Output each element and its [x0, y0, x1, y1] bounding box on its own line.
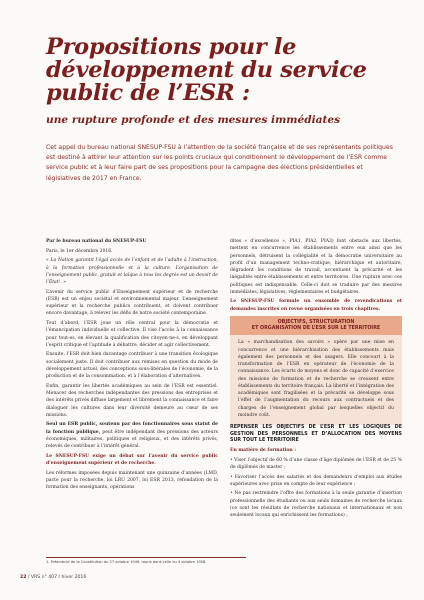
box-text: La « marchandisation des savoirs » opère par une mise en concurrence et une hiérarchisation des établissements mais également des personnels et des usagers. Elle concourt à la transformation de l’ESR en opérateur de l’économie de la connaissance. Les écarts de moyens et donc de capacité d’exercice des missions de formation et de recherche se creusent entre établissements du territoire français. La liberté et l’intégration des académiques sont fragilisées et la précarité se développe sous l’effet de l’augmentation du recours aux contractuels et des charges de l’enseignement global par lesquelles objectif du moindre coût. — [238, 340, 394, 418]
box-header — [230, 316, 402, 335]
page-title: Propositions pour le développement du service public de l’ESR : — [46, 34, 367, 106]
body-paragraph: L’avenir du service public d’Enseignement supérieur et de recherche (ESR) est un enjeu sociétal et environnemental majeur. L’enseignement supérieur et la recherche publics contribuent, et doivent contribuer encore davantage, à relever les défis de notre société contemporaine. — [46, 289, 218, 317]
footnote: 1. Préambule de la Constitution du 27 octobre 1946, repris dans celle du 4 octobre 1958. — [46, 557, 246, 565]
author-line: Par le bureau national du SNESUP-FSU — [46, 239, 147, 244]
section-heading: REPENSER LES OBJECTIFS DE L’ESR ET LES LOGIQUES DE GESTION DES PERSONNELS ET D’ALLOCATION DES MOYENS SUR TOUT LE TERRITOIRE — [230, 425, 402, 444]
demand-paragraph: Le SNESUP-FSU formule un ensemble de revendications et demandes inscrites en revue organisées en trois chapitres. — [230, 299, 402, 312]
bold-phrase: Seul un ESR public, soutenu par des fonctionnaires sous statut de la fonction publique, — [46, 422, 218, 435]
intro-paragraph: Cet appel du bureau national SNESUP-FSU à l’attention de la société française et de ses représentants politiques est destiné à attirer leur attention sur les points cruciaux qui conditionnent le développement de l’ESR comme service public et à leur faire part de ses propositions pour la campagne des élections présidentielles et législatives de 2017 en France. — [46, 144, 393, 182]
body-paragraph — [46, 421, 218, 450]
issue-label: / VRS n° 407 / hiver 2016 — [27, 575, 87, 580]
body-paragraph: Tout d’abord, l’ESR joue un rôle central pour la démocratie et l’émancipation individuelle et collective. Il vise l’accès à la connaissance pour tout-es, en élevant la qualification des citoyen-ne-s, en développant l’esprit critique et l’aptitude à débattre, décider et agir collectivement. — [46, 321, 218, 348]
bullet-item: • Favoriser l’accès des salariés et des demandeurs d’emploi aux études supérieures avec prise en compte de leur expérience ; — [230, 474, 402, 487]
body-paragraph: Enfin, garantir les libertés académiques au sein de l’ESR est essentiel. Menacer des recherches indépendantes des pressions des entreprises et des intérêts privés diffuse largement et librement la connaissance et faire dialoguer les cultures dans leur diversité demeure au cœur de ses missions. — [46, 383, 218, 418]
bullet-item: • Viser l’objectif de 60 % d’une classe d’âge diplômée de l’ESR et de 25 % de diplômés de master ; — [230, 457, 402, 470]
page-subtitle: une rupture profonde et des mesures immédiates — [46, 114, 341, 126]
body-text: peut être indépendant des pressions des acteurs économiques, militaires, politiques et religieux, et des intérêts privés, relevés de contribuer à l’intérêt général. — [46, 429, 218, 450]
box-title-line: OBJECTIFS, STRUCTURATION — [277, 319, 355, 325]
place-date: Paris, le 1er décembre 2016. — [46, 248, 113, 254]
body-paragraph: Ensuite, l’ESR doit bien davantage contribuer à une transition écologique socialement juste. Il doit contribuer aux remises en question du mode de développement actuel, des conceptions sous-libérales de l’économie, de la production et de la consommation, et à l’élaboration d’alternatives. — [46, 352, 218, 380]
page-number: 22 — [20, 575, 27, 580]
bullet-item: • Ne pas restreindre l’offre des formations à la seule garantie d’insertion professionnelle des étudiants ou aux seuls domaines de recherche locaux (ce sont les résultats de recherche nationaux et internationaux et non seulement locaux qui enrichissent les formations) ; — [230, 491, 402, 519]
lead-line: En matière de formation : — [230, 448, 296, 454]
box-title-line: ET ORGANISATION DE L’ESR SUR LE TERRITOIRE — [251, 326, 381, 332]
left-column — [46, 238, 218, 494]
demand-paragraph: Le SNESUP-FSU exige un débat sur l’avenir du service public d’enseignement supérieur et de recherche. — [46, 453, 218, 467]
body-paragraph: dites « d’excellence », PIA1, PIA2, PIA3) font obstacle aux libertés, mettent en concurrence les établissements entre eux ainsi que les personnels, détruisent la collégialité et la démocratie universitaire au profit d’un management techno-cratique, hiérarchique et autoritaire, dégradent les conditions de travail, accentuent la précarité et les inégalités entre établissements et entre territoires. Une rupture avec ces politiques est indispensable. Celle-ci doit se traduire par des mesures immédiates, législatives, réglementaires et budgétaires. — [230, 239, 402, 295]
constitution-quote: « La Nation garantit l’égal accès de l’enfant et de l’adulte à l’instruction, à la formation professionnelle et à la culture. L’organisation de l’enseignement public, gratuit et laïque à tous les degrés est un devoir de l’État¹. » — [46, 258, 218, 286]
box-body — [230, 335, 402, 425]
right-column — [230, 238, 402, 522]
page-footer — [20, 575, 86, 580]
body-paragraph: Les réformes imposées depuis maintenant une quinzaine d’années (LMD, pacte pour la recherche, loi LRU 2007, loi ESR 2013, refondation de la formation des enseignants, opérations — [46, 470, 218, 491]
